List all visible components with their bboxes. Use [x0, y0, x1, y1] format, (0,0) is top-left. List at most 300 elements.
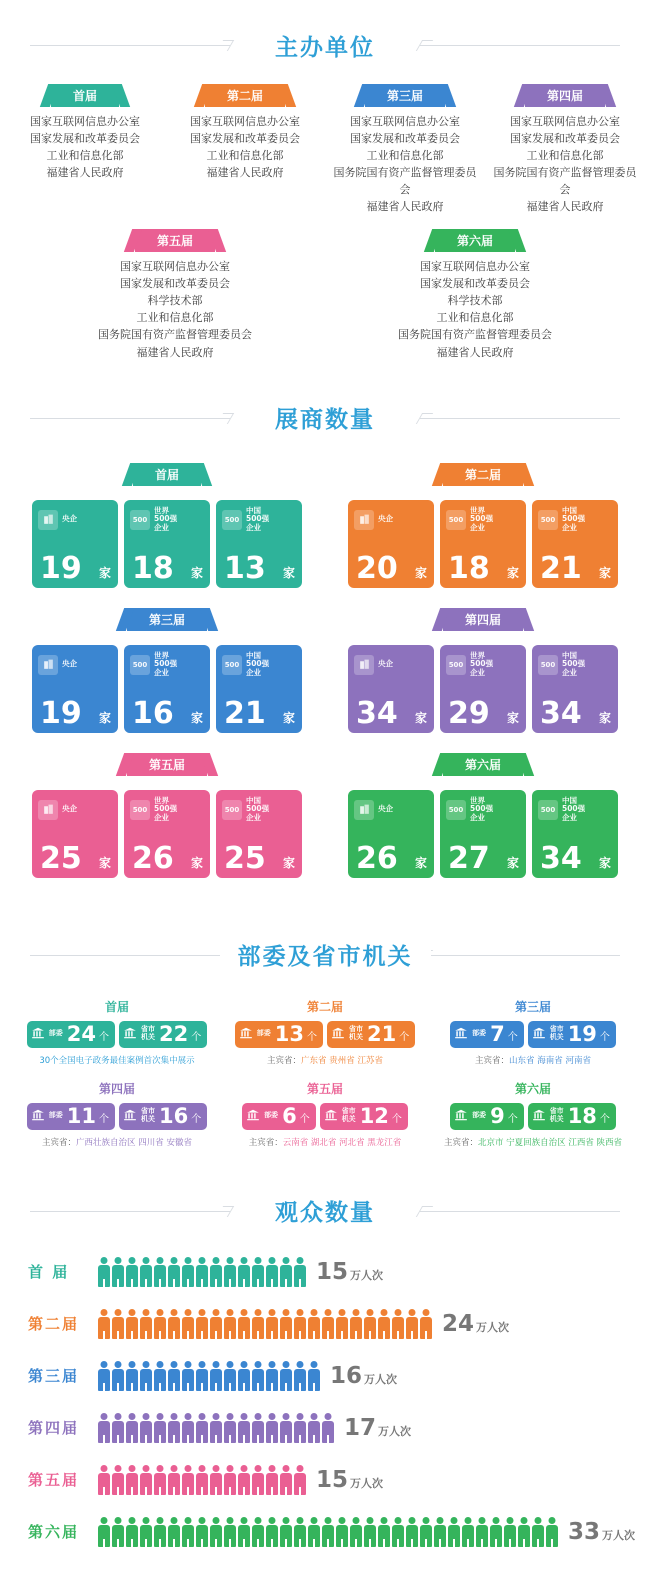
- exhibitor-card: [216, 500, 302, 588]
- building-icon: [38, 800, 58, 820]
- exhibitor-card-label: 中国 500强 企业: [562, 650, 586, 677]
- person-icon: [294, 1413, 306, 1443]
- person-icon: [154, 1465, 166, 1495]
- china-icon: 500: [538, 800, 558, 820]
- exhibitor-card-caption: [222, 652, 296, 678]
- exhibitor-card-caption: [446, 797, 520, 823]
- person-icon: [210, 1361, 222, 1391]
- person-icon: [238, 1413, 250, 1443]
- person-icon: [308, 1413, 320, 1443]
- person-icon: [196, 1257, 208, 1287]
- infographic-page: [0, 18, 650, 1592]
- exhibitor-card-row: [17, 790, 317, 878]
- header-rule-right: [420, 418, 620, 419]
- ministry-value: 9: [490, 1103, 505, 1128]
- exhibitor-card: [348, 500, 434, 588]
- header-rule-right: [420, 45, 620, 46]
- session-ribbon: 第二届: [205, 84, 285, 107]
- building-icon: [38, 510, 58, 530]
- person-icon: [196, 1465, 208, 1495]
- person-icon: [182, 1465, 194, 1495]
- person-icon: [140, 1517, 152, 1547]
- person-icon: [126, 1361, 138, 1391]
- organizer-name: 国家发展和改革委员会: [420, 277, 530, 291]
- section-title-ministries: 部委及省市机关: [220, 938, 431, 971]
- ministry-value: 19: [567, 1021, 597, 1046]
- person-icon: [210, 1309, 222, 1339]
- person-icon: [154, 1361, 166, 1391]
- person-icon: [224, 1517, 236, 1547]
- ministry-card: [27, 1021, 115, 1048]
- exhibitor-card-caption: [354, 797, 428, 823]
- ministry-unit: 个: [391, 1113, 402, 1125]
- person-icon: [406, 1309, 418, 1339]
- person-icon: [252, 1465, 264, 1495]
- person-icon: [182, 1517, 194, 1547]
- exhibitor-card-row: [17, 645, 317, 733]
- exhibitor-card-caption: [538, 652, 612, 678]
- ministry-group: [17, 998, 217, 1066]
- person-icon: [126, 1517, 138, 1547]
- person-icon: [168, 1465, 180, 1495]
- person-icon: [350, 1517, 362, 1547]
- organizer-group: [25, 229, 325, 360]
- organizer-name: 国家互联网信息办公室: [350, 115, 460, 128]
- exhibitor-value: 34: [540, 840, 582, 876]
- person-icon: [112, 1309, 124, 1339]
- person-icon: [196, 1413, 208, 1443]
- ministry-unit: 个: [399, 1031, 410, 1043]
- exhibitor-card-caption: [538, 797, 612, 823]
- ministry-card: [528, 1021, 616, 1048]
- organizer-list: [171, 113, 319, 181]
- section-header-ministries: [0, 928, 650, 982]
- ministry-note: 主宾省：广西壮族自治区 四川省 安徽省: [42, 1137, 192, 1148]
- person-icon: [420, 1517, 432, 1547]
- session-label: 第二届: [28, 1315, 80, 1334]
- ministry-card-label: 省市机关: [141, 1025, 155, 1042]
- person-icon: [392, 1517, 404, 1547]
- bank-icon: [31, 1107, 45, 1126]
- organizer-name: 福建省人民政府: [526, 200, 604, 214]
- ministry-card-label: 部委: [472, 1029, 487, 1038]
- ministry-card-label: 部委: [264, 1111, 279, 1120]
- person-icon: [294, 1309, 306, 1339]
- person-icon: [182, 1361, 194, 1391]
- organizer-name: 国家互联网信息办公室: [190, 115, 300, 128]
- exhibitor-unit: 家: [506, 710, 519, 725]
- organizer-group: [5, 84, 165, 215]
- ministry-card: [327, 1021, 415, 1048]
- person-icon: [420, 1309, 432, 1339]
- exhibitor-unit: 家: [598, 710, 611, 725]
- person-icon: [280, 1361, 292, 1391]
- person-icon: [140, 1413, 152, 1443]
- exhibitor-card-label: 中国 500强 企业: [562, 795, 586, 822]
- bank-icon: [331, 1025, 345, 1044]
- globe-icon: 500: [130, 655, 150, 675]
- person-icon: [98, 1309, 110, 1339]
- exhibitor-card-label: 央企: [62, 804, 77, 814]
- exhibitor-card-caption: [446, 652, 520, 678]
- ministry-value: 11: [66, 1103, 96, 1128]
- person-icon: [224, 1257, 236, 1287]
- ministry-unit: 个: [307, 1031, 317, 1043]
- ministry-unit: 个: [99, 1113, 109, 1125]
- section-header-audience: [0, 1184, 650, 1238]
- ministry-card: [450, 1021, 524, 1048]
- bank-icon: [324, 1107, 338, 1126]
- exhibitor-card-label: 央企: [62, 514, 77, 524]
- organizer-name: 国家互联网信息办公室: [420, 260, 530, 274]
- ministry-unit: 个: [191, 1031, 202, 1043]
- person-icon: [448, 1517, 460, 1547]
- exhibitor-card-row: [333, 790, 633, 878]
- exhibitor-unit: 家: [190, 565, 203, 580]
- audience-value: 33 万人次: [568, 1518, 636, 1545]
- person-icon: [322, 1309, 334, 1339]
- exhibitor-value: 18: [132, 550, 174, 586]
- section-header-organizers: [0, 18, 650, 72]
- exhibitor-card-label: 央企: [378, 804, 393, 814]
- organizer-name: 国家发展和改革委员会: [120, 277, 230, 291]
- organizer-name: 国家发展和改革委员会: [30, 132, 140, 146]
- exhibitor-card-row: [333, 645, 633, 733]
- person-icon: [294, 1517, 306, 1547]
- ministries-grid: [0, 994, 650, 1158]
- organizer-name: 福建省人民政府: [436, 345, 514, 359]
- exhibitor-card: [532, 790, 618, 878]
- person-icon: [98, 1413, 110, 1443]
- session-ribbon: 首届: [51, 84, 119, 107]
- session-title: 第四届: [98, 1081, 135, 1096]
- person-icon: [126, 1257, 138, 1287]
- globe-icon: 500: [130, 800, 150, 820]
- exhibitor-card-caption: [130, 652, 204, 678]
- exhibitor-card: [440, 500, 526, 588]
- session-ribbon: 第五届: [127, 753, 207, 776]
- organizer-group: [325, 84, 485, 215]
- ministry-group: [433, 1080, 633, 1148]
- ministry-card: [27, 1103, 115, 1130]
- ministry-card-label: 省市机关: [141, 1107, 155, 1124]
- ministry-value: 6: [282, 1103, 297, 1128]
- organizer-name: 工业和信息化部: [436, 311, 514, 325]
- exhibitor-value: 16: [132, 695, 174, 731]
- bank-icon: [123, 1107, 137, 1126]
- person-icon: [434, 1517, 446, 1547]
- audience-value: 16 万人次: [330, 1362, 398, 1389]
- person-icon: [280, 1257, 292, 1287]
- person-icon: [210, 1465, 222, 1495]
- ministry-card-label: 省市机关: [341, 1107, 356, 1124]
- person-icon: [210, 1413, 222, 1443]
- person-icon: [98, 1361, 110, 1391]
- ministry-unit: 个: [507, 1031, 518, 1043]
- audience-icons: [98, 1517, 558, 1547]
- ministry-card: [119, 1021, 207, 1048]
- ministry-card: [320, 1103, 408, 1130]
- person-icon: [266, 1257, 278, 1287]
- ministry-group: [433, 998, 633, 1066]
- organizer-name: 工业和信息化部: [366, 149, 444, 163]
- organizer-name: 国务院国有资产监督管理委员会: [98, 328, 252, 342]
- building-icon: [38, 655, 58, 675]
- session-label: 第五届: [28, 1471, 80, 1490]
- exhibitors-grid: [0, 457, 650, 892]
- exhibitor-group: [17, 608, 317, 733]
- exhibitor-unit: 家: [506, 855, 519, 870]
- person-icon: [112, 1361, 124, 1391]
- person-icon: [126, 1309, 138, 1339]
- exhibitor-card-label: 中国 500强 企业: [246, 650, 270, 677]
- exhibitor-value: 19: [40, 695, 82, 731]
- ministry-value: 18: [567, 1103, 597, 1128]
- exhibitor-card-label: 世界 500强 企业: [470, 505, 494, 532]
- bank-icon: [246, 1107, 260, 1126]
- audience-value: 17 万人次: [344, 1414, 412, 1441]
- organizer-name: 国家互联网信息办公室: [120, 260, 230, 274]
- header-rule-left: [30, 45, 230, 46]
- exhibitor-card-caption: [446, 507, 520, 533]
- exhibitor-card-caption: [38, 797, 112, 823]
- organizers-row-2: [0, 229, 650, 360]
- ministry-card: [242, 1103, 316, 1130]
- organizer-name: 国家发展和改革委员会: [350, 132, 460, 146]
- person-icon: [392, 1309, 404, 1339]
- exhibitor-value: 20: [356, 550, 398, 586]
- person-icon: [140, 1309, 152, 1339]
- organizer-name: 国务院国有资产监督管理委员会: [493, 166, 637, 197]
- person-icon: [378, 1309, 390, 1339]
- person-icon: [294, 1257, 306, 1287]
- person-icon: [252, 1517, 264, 1547]
- bank-icon: [532, 1107, 546, 1126]
- person-icon: [238, 1257, 250, 1287]
- session-ribbon: 第六届: [443, 753, 523, 776]
- ministry-card-row: [225, 1103, 425, 1130]
- person-icon: [112, 1257, 124, 1287]
- ministry-unit: 个: [299, 1113, 310, 1125]
- ministry-card-label: 部委: [48, 1111, 63, 1120]
- exhibitor-group: [333, 753, 633, 878]
- person-icon: [280, 1465, 292, 1495]
- person-icon: [266, 1361, 278, 1391]
- person-icon: [98, 1517, 110, 1547]
- ministry-card-label: 部委: [472, 1111, 487, 1120]
- audience-icons: [98, 1257, 306, 1287]
- bank-icon: [123, 1025, 137, 1044]
- organizer-group: [165, 84, 325, 215]
- audience-unit: 万人次: [378, 1424, 412, 1438]
- session-label: 第四届: [28, 1419, 80, 1438]
- person-icon: [280, 1517, 292, 1547]
- organizers-row-1: [0, 84, 650, 215]
- exhibitor-card: [216, 790, 302, 878]
- exhibitor-card-label: 世界 500强 企业: [470, 650, 494, 677]
- exhibitor-card-label: 央企: [62, 659, 77, 669]
- exhibitor-card-caption: [130, 507, 204, 533]
- ministry-value: 24: [66, 1021, 96, 1046]
- globe-icon: 500: [446, 510, 466, 530]
- person-icon: [210, 1517, 222, 1547]
- person-icon: [182, 1257, 194, 1287]
- organizer-name: 国家发展和改革委员会: [510, 132, 620, 146]
- person-icon: [546, 1517, 558, 1547]
- section-header-exhibitors: [0, 391, 650, 445]
- session-ribbon: 第三届: [365, 84, 445, 107]
- person-icon: [196, 1361, 208, 1391]
- ministry-value: 13: [274, 1021, 304, 1046]
- ministry-unit: 个: [599, 1031, 610, 1043]
- session-ribbon: 第二届: [443, 463, 523, 486]
- audience-chart: [0, 1250, 650, 1554]
- exhibitor-unit: 家: [282, 710, 295, 725]
- bank-icon: [532, 1025, 546, 1044]
- exhibitor-card-row: [333, 500, 633, 588]
- exhibitor-card: [32, 790, 118, 878]
- organizer-list: [11, 113, 159, 181]
- header-rule-right: [420, 955, 620, 956]
- exhibitor-group: [333, 608, 633, 733]
- session-title: 第三届: [514, 999, 551, 1014]
- person-icon: [308, 1517, 320, 1547]
- exhibitor-unit: 家: [598, 565, 611, 580]
- person-icon: [238, 1517, 250, 1547]
- ministry-card-label: 部委: [48, 1029, 63, 1038]
- person-icon: [182, 1413, 194, 1443]
- audience-row: [0, 1302, 650, 1346]
- exhibitor-card: [348, 790, 434, 878]
- person-icon: [154, 1413, 166, 1443]
- ministry-card-label: 省市机关: [549, 1025, 564, 1042]
- person-icon: [308, 1309, 320, 1339]
- organizer-name: 国家发展和改革委员会: [190, 132, 300, 146]
- person-icon: [154, 1309, 166, 1339]
- session-ribbon: 首届: [133, 463, 201, 486]
- exhibitor-value: 21: [540, 550, 582, 586]
- china-icon: 500: [538, 510, 558, 530]
- person-icon: [322, 1413, 334, 1443]
- person-icon: [252, 1361, 264, 1391]
- ministry-card: [235, 1021, 323, 1048]
- china-icon: 500: [538, 655, 558, 675]
- person-icon: [196, 1309, 208, 1339]
- session-ribbon: 第四届: [443, 608, 523, 631]
- exhibitor-card-label: 中国 500强 企业: [246, 795, 270, 822]
- audience-unit: 万人次: [350, 1476, 384, 1490]
- header-rule-left: [30, 418, 230, 419]
- exhibitor-value: 21: [224, 695, 266, 731]
- audience-value: 15 万人次: [316, 1466, 384, 1493]
- exhibitor-card-caption: [130, 797, 204, 823]
- person-icon: [168, 1309, 180, 1339]
- organizer-name: 福建省人民政府: [136, 345, 214, 359]
- ministry-unit: 个: [599, 1113, 610, 1125]
- person-icon: [126, 1413, 138, 1443]
- exhibitor-card: [32, 645, 118, 733]
- exhibitor-group: [17, 463, 317, 588]
- exhibitor-value: 34: [356, 695, 398, 731]
- exhibitor-unit: 家: [190, 855, 203, 870]
- ministry-note: 30个全国电子政务最佳案例首次集中展示: [39, 1055, 195, 1066]
- person-icon: [364, 1517, 376, 1547]
- session-title: 第二届: [306, 999, 343, 1014]
- ministry-note: 主宾省：北京市 宁夏回族自治区 江西省 陕西省: [443, 1137, 623, 1148]
- person-icon: [518, 1517, 530, 1547]
- audience-icons: [98, 1361, 320, 1391]
- person-icon: [154, 1257, 166, 1287]
- person-icon: [336, 1517, 348, 1547]
- person-icon: [98, 1257, 110, 1287]
- audience-row: [0, 1510, 650, 1554]
- bank-icon: [31, 1025, 45, 1044]
- building-icon: [354, 655, 374, 675]
- exhibitor-value: 18: [448, 550, 490, 586]
- person-icon: [252, 1257, 264, 1287]
- ministry-card-label: 省市机关: [349, 1025, 363, 1042]
- ministry-card-row: [17, 1103, 217, 1130]
- person-icon: [224, 1413, 236, 1443]
- building-icon: [354, 510, 374, 530]
- exhibitor-card: [32, 500, 118, 588]
- person-icon: [112, 1465, 124, 1495]
- section-title-organizers: 主办单位: [257, 29, 393, 62]
- organizer-name: 工业和信息化部: [136, 311, 214, 325]
- person-icon: [210, 1257, 222, 1287]
- exhibitor-card: [532, 645, 618, 733]
- bank-icon: [454, 1025, 468, 1044]
- organizer-group: [325, 229, 625, 360]
- ministry-value: 16: [159, 1103, 189, 1128]
- organizer-list: [331, 113, 479, 215]
- session-title: 第五届: [306, 1081, 343, 1096]
- exhibitor-value: 13: [224, 550, 266, 586]
- header-rule-left: [30, 1211, 230, 1212]
- person-icon: [364, 1309, 376, 1339]
- exhibitor-unit: 家: [282, 855, 295, 870]
- person-icon: [98, 1465, 110, 1495]
- exhibitor-group: [333, 463, 633, 588]
- exhibitor-card-label: 世界 500强 企业: [154, 650, 178, 677]
- person-icon: [196, 1517, 208, 1547]
- ministry-card: [119, 1103, 207, 1130]
- exhibitor-card: [532, 500, 618, 588]
- person-icon: [224, 1309, 236, 1339]
- organizer-name: 福建省人民政府: [366, 200, 444, 214]
- globe-icon: 500: [130, 510, 150, 530]
- exhibitor-value: 25: [40, 840, 82, 876]
- audience-row: [0, 1250, 650, 1294]
- person-icon: [490, 1517, 502, 1547]
- exhibitor-card-caption: [222, 797, 296, 823]
- ministry-card: [528, 1103, 616, 1130]
- person-icon: [266, 1413, 278, 1443]
- person-icon: [406, 1517, 418, 1547]
- exhibitor-unit: 家: [190, 710, 203, 725]
- person-icon: [140, 1465, 152, 1495]
- ministry-note: 主宾省：山东省 海南省 河南省: [475, 1055, 591, 1066]
- ministry-unit: 个: [507, 1113, 518, 1125]
- organizer-list: [491, 113, 639, 215]
- section-title-exhibitors: 展商数量: [257, 401, 393, 434]
- person-icon: [168, 1413, 180, 1443]
- exhibitor-value: 26: [132, 840, 174, 876]
- exhibitor-value: 29: [448, 695, 490, 731]
- exhibitor-card-caption: [222, 507, 296, 533]
- exhibitor-value: 25: [224, 840, 266, 876]
- ministry-unit: 个: [99, 1031, 109, 1043]
